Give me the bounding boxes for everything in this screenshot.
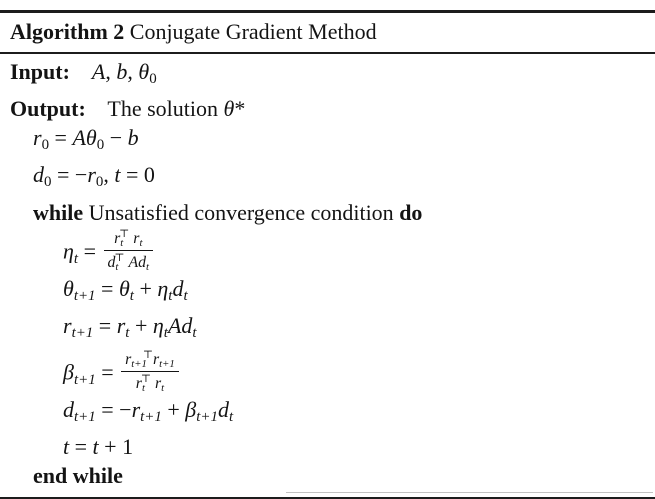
fraction-denominator xyxy=(104,251,154,273)
math-token: d xyxy=(63,396,74,422)
math-token: b xyxy=(116,59,128,84)
math-token: r xyxy=(154,374,162,392)
math-token: = xyxy=(69,434,93,460)
math-token: η xyxy=(157,275,169,301)
math-token: , xyxy=(105,59,117,84)
algorithm-header xyxy=(0,13,655,52)
math-token: β xyxy=(63,359,74,385)
math-token: = xyxy=(95,359,120,385)
algorithm-box xyxy=(0,10,655,489)
math-token: t xyxy=(146,260,150,273)
math-token: 0 xyxy=(96,137,105,154)
math-token: + xyxy=(129,312,153,338)
math-token: t+1 xyxy=(73,371,96,388)
algorithm-title: Conjugate Gradient Method xyxy=(124,19,377,44)
math-token: Aθ xyxy=(72,125,97,151)
math-token: t xyxy=(228,409,234,426)
math-token: θ xyxy=(223,96,235,122)
math-token: 0 xyxy=(44,174,52,191)
math-token: = xyxy=(95,275,119,301)
fraction xyxy=(119,348,181,395)
math-token: r xyxy=(133,229,140,247)
math-token: − xyxy=(104,125,128,151)
math-token: = xyxy=(49,125,73,151)
math-token: β xyxy=(185,396,197,422)
input-line xyxy=(10,57,647,94)
math-token: + 1 xyxy=(98,434,134,460)
math-token: + xyxy=(161,396,186,422)
math-token: r xyxy=(114,229,121,247)
math-token: r xyxy=(87,162,96,188)
math-token: d xyxy=(217,396,229,422)
keyword-token: end while xyxy=(33,463,123,489)
math-token: t+1 xyxy=(159,357,175,370)
math-token: A xyxy=(91,59,106,84)
residual-update-line xyxy=(10,311,647,348)
math-token: ⊤ xyxy=(114,251,125,264)
math-token: t xyxy=(114,162,121,188)
keyword-token: Output: xyxy=(10,96,86,122)
math-token: + xyxy=(133,275,158,301)
math-token: θ xyxy=(118,275,130,301)
math-token: t xyxy=(92,434,99,460)
math-token: ⊤ xyxy=(142,348,153,361)
keyword-token: Input: xyxy=(10,59,70,84)
math-token: r xyxy=(135,374,142,392)
math-token: t xyxy=(183,287,188,304)
math-token: ⊤ xyxy=(140,372,151,385)
math-token: ⊤ xyxy=(119,227,130,240)
math-token: t+1 xyxy=(71,324,94,341)
math-token: * xyxy=(234,96,246,122)
math-token: η xyxy=(152,312,164,338)
math-token: t xyxy=(125,324,130,341)
math-token: r xyxy=(63,312,72,338)
math-token: d xyxy=(107,253,116,271)
math-token: t xyxy=(63,434,70,460)
fraction-numerator xyxy=(121,349,179,372)
math-token: t+1 xyxy=(140,409,162,426)
math-token: b xyxy=(127,125,139,151)
math-token: θ xyxy=(63,275,74,301)
direction-update-line xyxy=(10,395,647,432)
math-token: 0 xyxy=(95,174,104,191)
math-token: , xyxy=(103,162,115,188)
direction-init-line xyxy=(10,160,647,197)
math-token: t xyxy=(120,236,124,249)
step-size-line xyxy=(10,227,647,274)
math-token: Ad xyxy=(167,312,193,338)
math-token: r xyxy=(131,396,141,422)
math-token: = 0 xyxy=(120,162,155,188)
math-token: 0 xyxy=(149,71,157,88)
residual-init-line xyxy=(10,123,647,160)
fraction-numerator xyxy=(104,228,154,251)
math-token: t xyxy=(115,260,119,273)
math-token: t xyxy=(168,287,173,304)
math-token: = xyxy=(78,238,102,264)
math-token: Ad xyxy=(128,253,147,271)
math-token: r xyxy=(116,312,126,338)
output-line xyxy=(10,94,647,123)
math-token: t xyxy=(129,287,134,304)
math-token: t xyxy=(73,250,79,267)
math-token: t xyxy=(192,324,197,341)
fraction-denominator xyxy=(121,372,179,394)
keyword-token: do xyxy=(399,199,423,225)
math-token: , xyxy=(127,59,139,84)
math-token: r xyxy=(33,125,42,151)
math-token: The solution xyxy=(85,96,224,122)
keyword-token: while xyxy=(33,199,84,225)
math-token: = − xyxy=(95,396,132,422)
math-token: Unsatisfied convergence condition xyxy=(83,199,400,225)
while-line xyxy=(10,198,647,227)
math-token: t+1 xyxy=(131,357,147,370)
algorithm-body xyxy=(0,54,655,495)
math-token: θ xyxy=(138,59,150,84)
math-token: η xyxy=(63,238,74,264)
math-token: t xyxy=(139,236,143,249)
beta-update-line xyxy=(10,348,647,395)
algorithm-label: Algorithm 2 xyxy=(10,19,125,44)
counter-update-line xyxy=(10,432,647,461)
math-token: r xyxy=(152,350,160,368)
math-token: r xyxy=(125,350,132,368)
theta-update-line xyxy=(10,274,647,311)
math-token: d xyxy=(172,275,184,301)
math-token: = xyxy=(93,312,117,338)
fraction xyxy=(102,227,156,274)
math-token: t xyxy=(141,381,145,394)
math-token: t+1 xyxy=(196,409,218,426)
math-token: t xyxy=(163,324,168,341)
math-token: t+1 xyxy=(74,409,96,426)
math-token xyxy=(70,59,92,84)
end-while-line xyxy=(10,461,647,490)
math-token: t xyxy=(161,381,165,394)
math-token: = − xyxy=(51,162,88,188)
math-token: t+1 xyxy=(73,287,96,304)
math-token: d xyxy=(33,162,44,188)
math-token: 0 xyxy=(41,137,50,154)
